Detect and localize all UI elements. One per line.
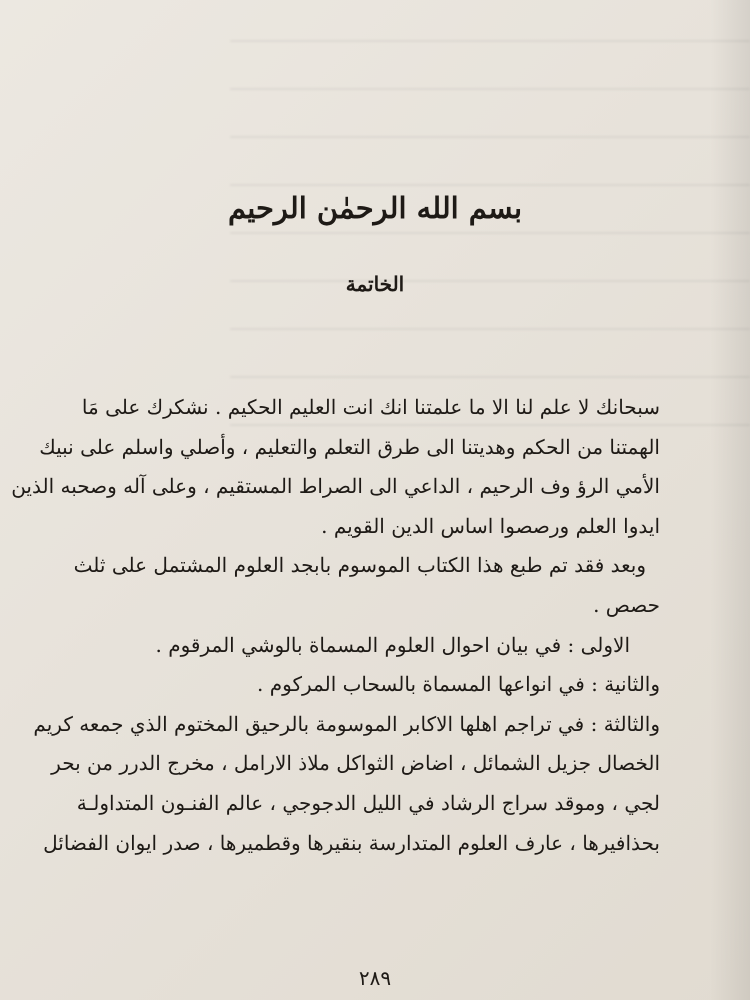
- text-line: بحذافيرها ، عارف العلوم المتدارسة بنقيرها وقطميرها ، صدر ايوان الفضائل: [43, 830, 660, 855]
- body-text: [11, 388, 660, 863]
- text-line: لجي ، وموقد سراج الرشاد في الليل الدجوجي ، عالم الفنـون المتداولـة: [76, 790, 660, 815]
- text-line: والثانية : في انواعها المسماة بالسحاب المركوم .: [257, 672, 660, 697]
- text-line: الأمي الرؤ وف الرحيم ، الداعي الى الصراط المستقيم ، وعلى آله وصحبه الذين: [11, 474, 660, 499]
- text-line: والثالثة : في تراجم اهلها الاكابر الموسومة بالرحيق المختوم الذي جمعه كريم: [33, 711, 660, 736]
- text-line: حصص .: [593, 592, 660, 617]
- text-line: الهمتنا من الحكم وهديتنا الى طرق التعلم والتعليم ، وأصلي واسلم على نبيك: [39, 434, 660, 459]
- basmala-heading: بسم الله الرحمٰن الرحيم: [227, 191, 523, 225]
- section-title: الخاتمة: [345, 272, 405, 296]
- page-edge-shadow: [710, 0, 750, 1000]
- text-line: الخصال جزيل الشمائل ، اضاض الثواكل ملاذ الارامل ، مخرج الدرر من بحر: [51, 751, 660, 776]
- page-number: ٢٨٩: [358, 966, 392, 990]
- text-line: الاولى : في بيان احوال العلوم المسماة بالوشي المرقوم .: [155, 632, 630, 657]
- text-line: وبعد فقد تم طبع هذا الكتاب الموسوم بابجد العلوم المشتمل على ثلث: [73, 553, 646, 578]
- text-line: سبحانك لا علم لنا الا ما علمتنا انك انت العليم الحكيم . نشكرك على مَا: [81, 395, 660, 419]
- text-line: ايدوا العلم ورصصوا اساس الدين القويم .: [321, 513, 660, 538]
